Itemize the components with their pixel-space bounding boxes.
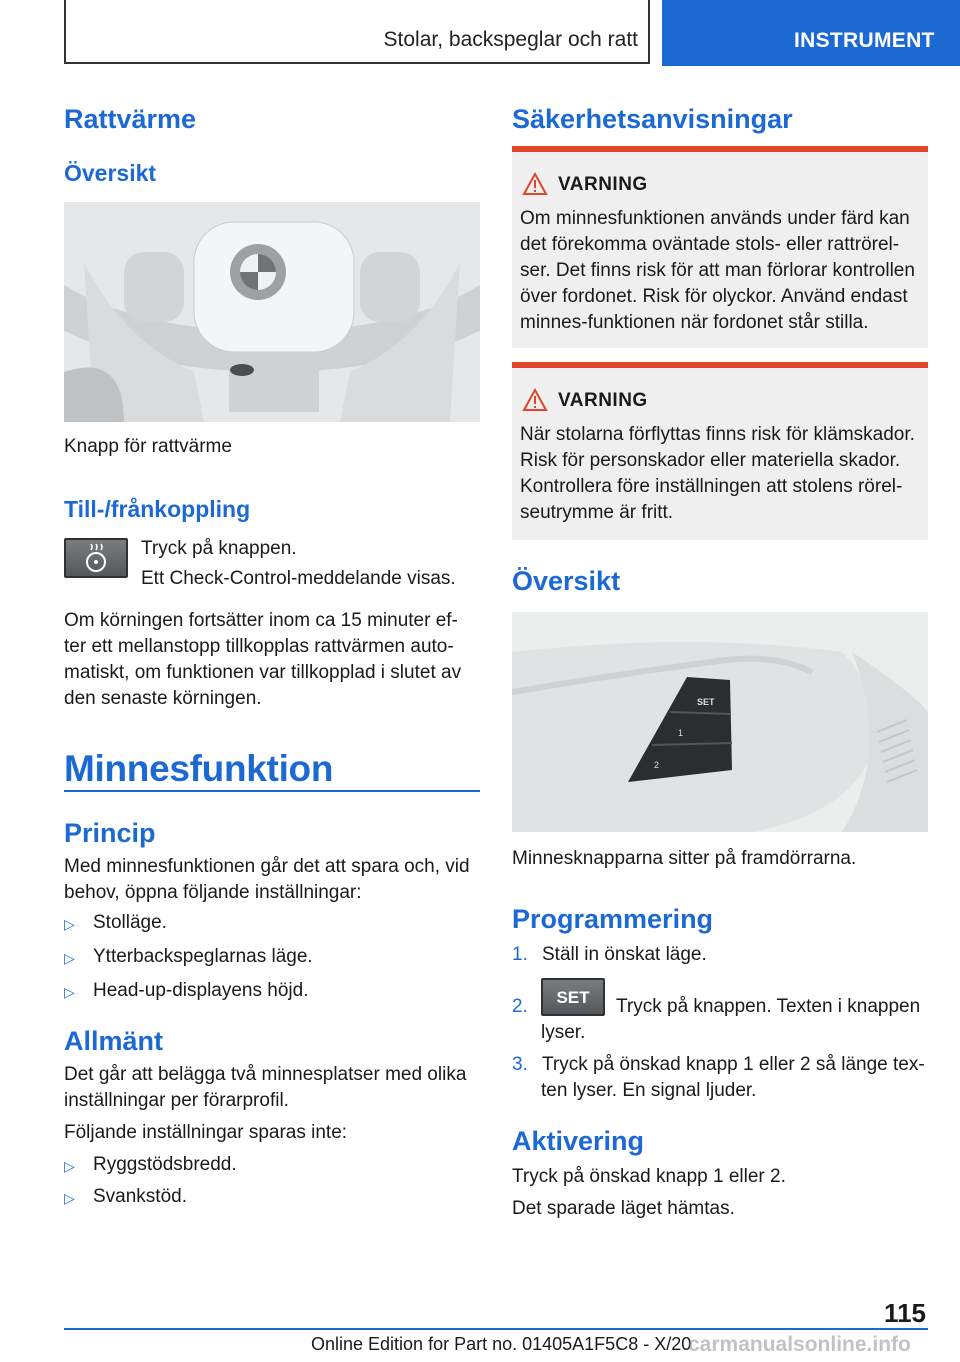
warning-line: När stolarna förflyttas finns risk för klämskador. [520, 424, 915, 445]
minnesfunktion-heading: Minnesfunktion [64, 748, 334, 789]
heated-steering-wheel-icon [66, 540, 126, 576]
header-section-title: Stolar, backspeglar och ratt [383, 28, 638, 51]
body-line: Det går att belägga två minnesplatser med olika [64, 1064, 467, 1085]
footer-rule [64, 1328, 928, 1330]
section-rule [64, 790, 480, 792]
warning-line: Risk för personskador eller materiella skador. [520, 450, 901, 471]
body-line: inställningar per förarprofil. [64, 1090, 289, 1111]
heated-wheel-button[interactable] [64, 538, 128, 578]
door-buttons-image [512, 612, 928, 832]
body-line: ter ett mellanstopp tillkopplas rattvärmen auto- [64, 636, 454, 657]
oversikt-heading-left: Översikt [64, 160, 157, 186]
watermark: carmanualsonline.info [688, 1333, 911, 1356]
body-line: behov, öppna följande inställningar: [64, 882, 362, 903]
warning-line: Om minnesfunktionen används under färd kan [520, 208, 910, 229]
allmant-heading: Allmänt [64, 1026, 164, 1056]
warning-line: över fordonet. Risk för olyckor. Använd endast [520, 286, 908, 307]
princip-heading: Princip [64, 818, 156, 848]
step-text: Tryck på önskad knapp 1 eller 2 så länge tex- [542, 1054, 925, 1075]
programmering-heading: Programmering [512, 904, 714, 934]
aktiv-line2: Det sparade läget hämtas. [512, 1198, 735, 1219]
image1-caption: Knapp för rattvärme [64, 436, 232, 457]
page-number: 115 [884, 1298, 926, 1328]
warning-triangle-icon [522, 172, 548, 196]
step-text-cont: lyser. [541, 1022, 586, 1043]
set-key-label: SET [556, 988, 590, 1007]
triangle-bullet-icon: ▷ [64, 916, 75, 932]
oversikt-heading-right: Översikt [512, 566, 621, 596]
warning-label: VARNING [558, 390, 648, 411]
warning-bar [512, 362, 928, 368]
steering-wheel-image [64, 202, 480, 422]
till-body [64, 608, 480, 712]
body-line: matiskt, om funktionen var tillkopplad i slutet av [64, 662, 462, 683]
princip-body [64, 854, 480, 906]
warning-text [520, 206, 924, 336]
till-heading: Till-/frånkoppling [64, 496, 251, 522]
step-text: Ställ in önskat läge. [542, 944, 707, 965]
step-number: 1. [512, 944, 528, 965]
rattvarme-heading: Rattvärme [64, 104, 197, 134]
triangle-bullet-icon: ▷ [64, 950, 75, 966]
allmant-body [64, 1062, 480, 1114]
till-line1: Tryck på knappen. [141, 538, 297, 559]
warning-label: VARNING [558, 174, 648, 195]
step-text-cont: ten lyser. En signal ljuder. [541, 1080, 757, 1101]
footer-edition: Online Edition for Part no. 01405A1F5C8 - X/20 [311, 1334, 692, 1354]
triangle-bullet-icon: ▷ [64, 1158, 75, 1174]
set-button-label: SET [697, 697, 715, 707]
step-number: 3. [512, 1054, 528, 1075]
step-text: Tryck på knappen. Texten i knappen [616, 996, 921, 1017]
body-line: Om körningen fortsätter inom ca 15 minuter ef- [64, 610, 458, 631]
body-line: Med minnesfunktionen går det att spara och, vid [64, 856, 470, 877]
warning-text [520, 422, 924, 526]
warning-bar [512, 146, 928, 152]
aktiv-line1: Tryck på önskad knapp 1 eller 2. [512, 1166, 786, 1187]
steering-wheel-illustration [64, 202, 480, 422]
sakerhet-heading: Säkerhetsanvisningar [512, 104, 793, 134]
till-line2: Ett Check-Control-meddelande visas. [141, 568, 456, 589]
warning-line: det förekomma oväntade stols- eller rattrörel- [520, 234, 900, 255]
step-number: 2. [512, 996, 528, 1017]
warning-line: minnes-funktionen när fordonet står stilla. [520, 312, 869, 333]
header-chapter-label: INSTRUMENT [794, 29, 935, 52]
warning-line: ser. Det finns risk för att man förlorar kontrollen [520, 260, 915, 281]
warning-line: seutrymme är fritt. [520, 502, 674, 523]
triangle-bullet-icon: ▷ [64, 984, 75, 1000]
image2-caption: Minnesknapparna sitter på framdörrarna. [512, 848, 857, 869]
door-panel-illustration [512, 612, 928, 832]
memory-button-2-label: 2 [654, 760, 660, 770]
warning-box-2 [512, 362, 928, 540]
allmant-line2: Följande inställningar sparas inte: [64, 1122, 348, 1143]
memory-button-1-label: 1 [678, 728, 684, 738]
set-key-button[interactable] [541, 978, 605, 1016]
warning-box-1 [512, 146, 928, 348]
warning-line: Kontrollera före inställningen att stolens rörel- [520, 476, 903, 497]
body-line: den senaste körningen. [64, 688, 262, 709]
aktivering-heading: Aktivering [512, 1126, 645, 1156]
triangle-bullet-icon: ▷ [64, 1190, 75, 1206]
header-chapter-tab[interactable] [662, 0, 960, 66]
warning-triangle-icon [522, 388, 548, 412]
